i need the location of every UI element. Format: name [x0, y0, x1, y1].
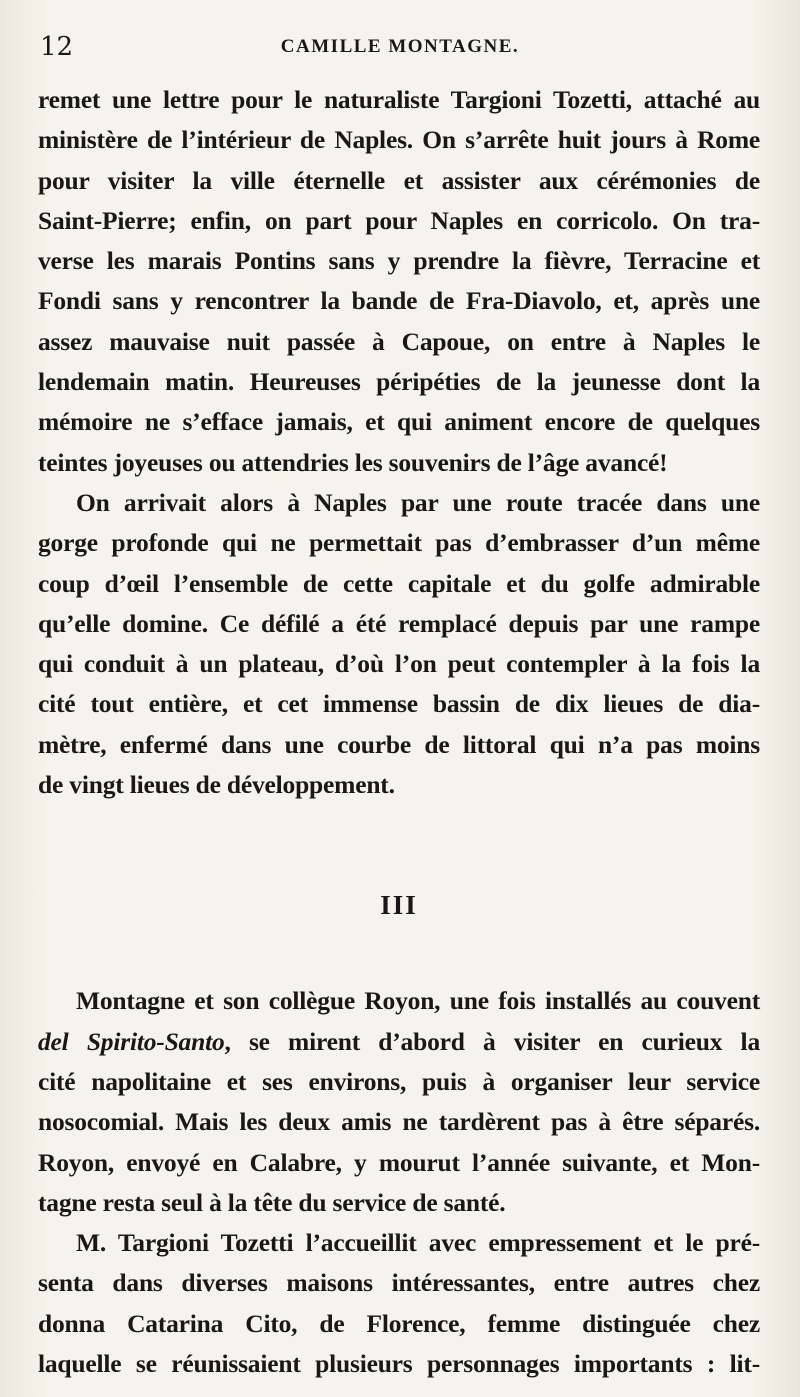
running-title: CAMILLE MONTAGNE. [280, 36, 520, 57]
section-heading: III [380, 890, 418, 921]
text-line: gorge profonde qui ne permettait pas d’embrasser d’un même [38, 528, 760, 558]
text-line: tagne resta seul à la tête du service de santé. [38, 1187, 506, 1217]
text-line: Royon, envoyé en Calabre, y mourut l’année suivante, et Mon- [38, 1147, 760, 1177]
text-line: ministère de l’intérieur de Naples. On s’arrête huit jours à Rome [38, 125, 760, 155]
text-line: de vingt lieues de développement. [38, 770, 395, 800]
text-line: nosocomial. Mais les deux amis ne tardèrent pas à être séparés. [38, 1107, 760, 1137]
text-line: pour visiter la ville éternelle et assister aux cérémonies de [38, 165, 760, 195]
page-number: 12 [40, 32, 74, 62]
text-line: teintes joyeuses ou attendries les souvenirs de l’âge avancé! [38, 447, 668, 477]
text-line: M. Targioni Tozetti l’accueillit avec empressement et le pré- [76, 1228, 760, 1258]
text-line: Saint-Pierre; enfin, on part pour Naples en corricolo. On tra- [38, 205, 760, 235]
text-line: qu’elle domine. Ce défilé a été remplacé depuis par une rampe [38, 608, 760, 638]
paragraph [38, 981, 760, 1223]
text-line: cité napolitaine et ses environs, puis à organiser leur service [38, 1066, 760, 1096]
text-line: senta dans diverses maisons intéressantes, entre autres chez [38, 1268, 760, 1298]
text-line: mètre, enfermé dans une courbe de littoral qui n’a pas moins [38, 729, 760, 759]
text-line: Montagne et son collègue Royon, une fois installés au couvent [76, 986, 760, 1016]
section-spacer [38, 925, 760, 981]
section-spacer [38, 805, 760, 885]
paragraph [38, 483, 760, 805]
text-line: laquelle se réunissaient plusieurs personnages importants : lit- [38, 1349, 760, 1379]
text-line: mémoire ne s’efface jamais, et qui animent encore de quelques [38, 407, 760, 437]
text-line: Fondi sans y rencontrer la bande de Fra-Diavolo, et, après une [38, 286, 760, 316]
paragraph [38, 1223, 760, 1384]
text-line [38, 1022, 760, 1062]
italic-place-name: del Spirito-Santo [38, 1026, 225, 1056]
text-line: verse les marais Pontins sans y prendre la fièvre, Terracine et [38, 246, 760, 276]
text-line: lendemain matin. Heureuses péripéties de la jeunesse dont la [38, 367, 760, 397]
text-line: qui conduit à un plateau, d’où l’on peut contempler à la fois la [38, 649, 760, 679]
text-line: cité tout entière, et cet immense bassin de dix lieues de dia- [38, 689, 760, 719]
text-line: donna Catarina Cito, de Florence, femme distinguée chez [38, 1308, 760, 1338]
paragraph [38, 80, 760, 483]
running-head [36, 32, 764, 68]
text-line: remet une lettre pour le naturaliste Targioni Tozetti, attaché au [38, 85, 760, 114]
body-text [38, 80, 760, 1384]
text-run: , se mirent d’abord à visiter en curieux la [224, 1026, 760, 1056]
text-line: coup d’œil l’ensemble de cette capitale et du golfe admirable [38, 568, 760, 598]
text-line: On arrivait alors à Naples par une route tracée dans une [76, 487, 760, 517]
text-line: assez mauvaise nuit passée à Capoue, on entre à Naples le [38, 326, 760, 356]
